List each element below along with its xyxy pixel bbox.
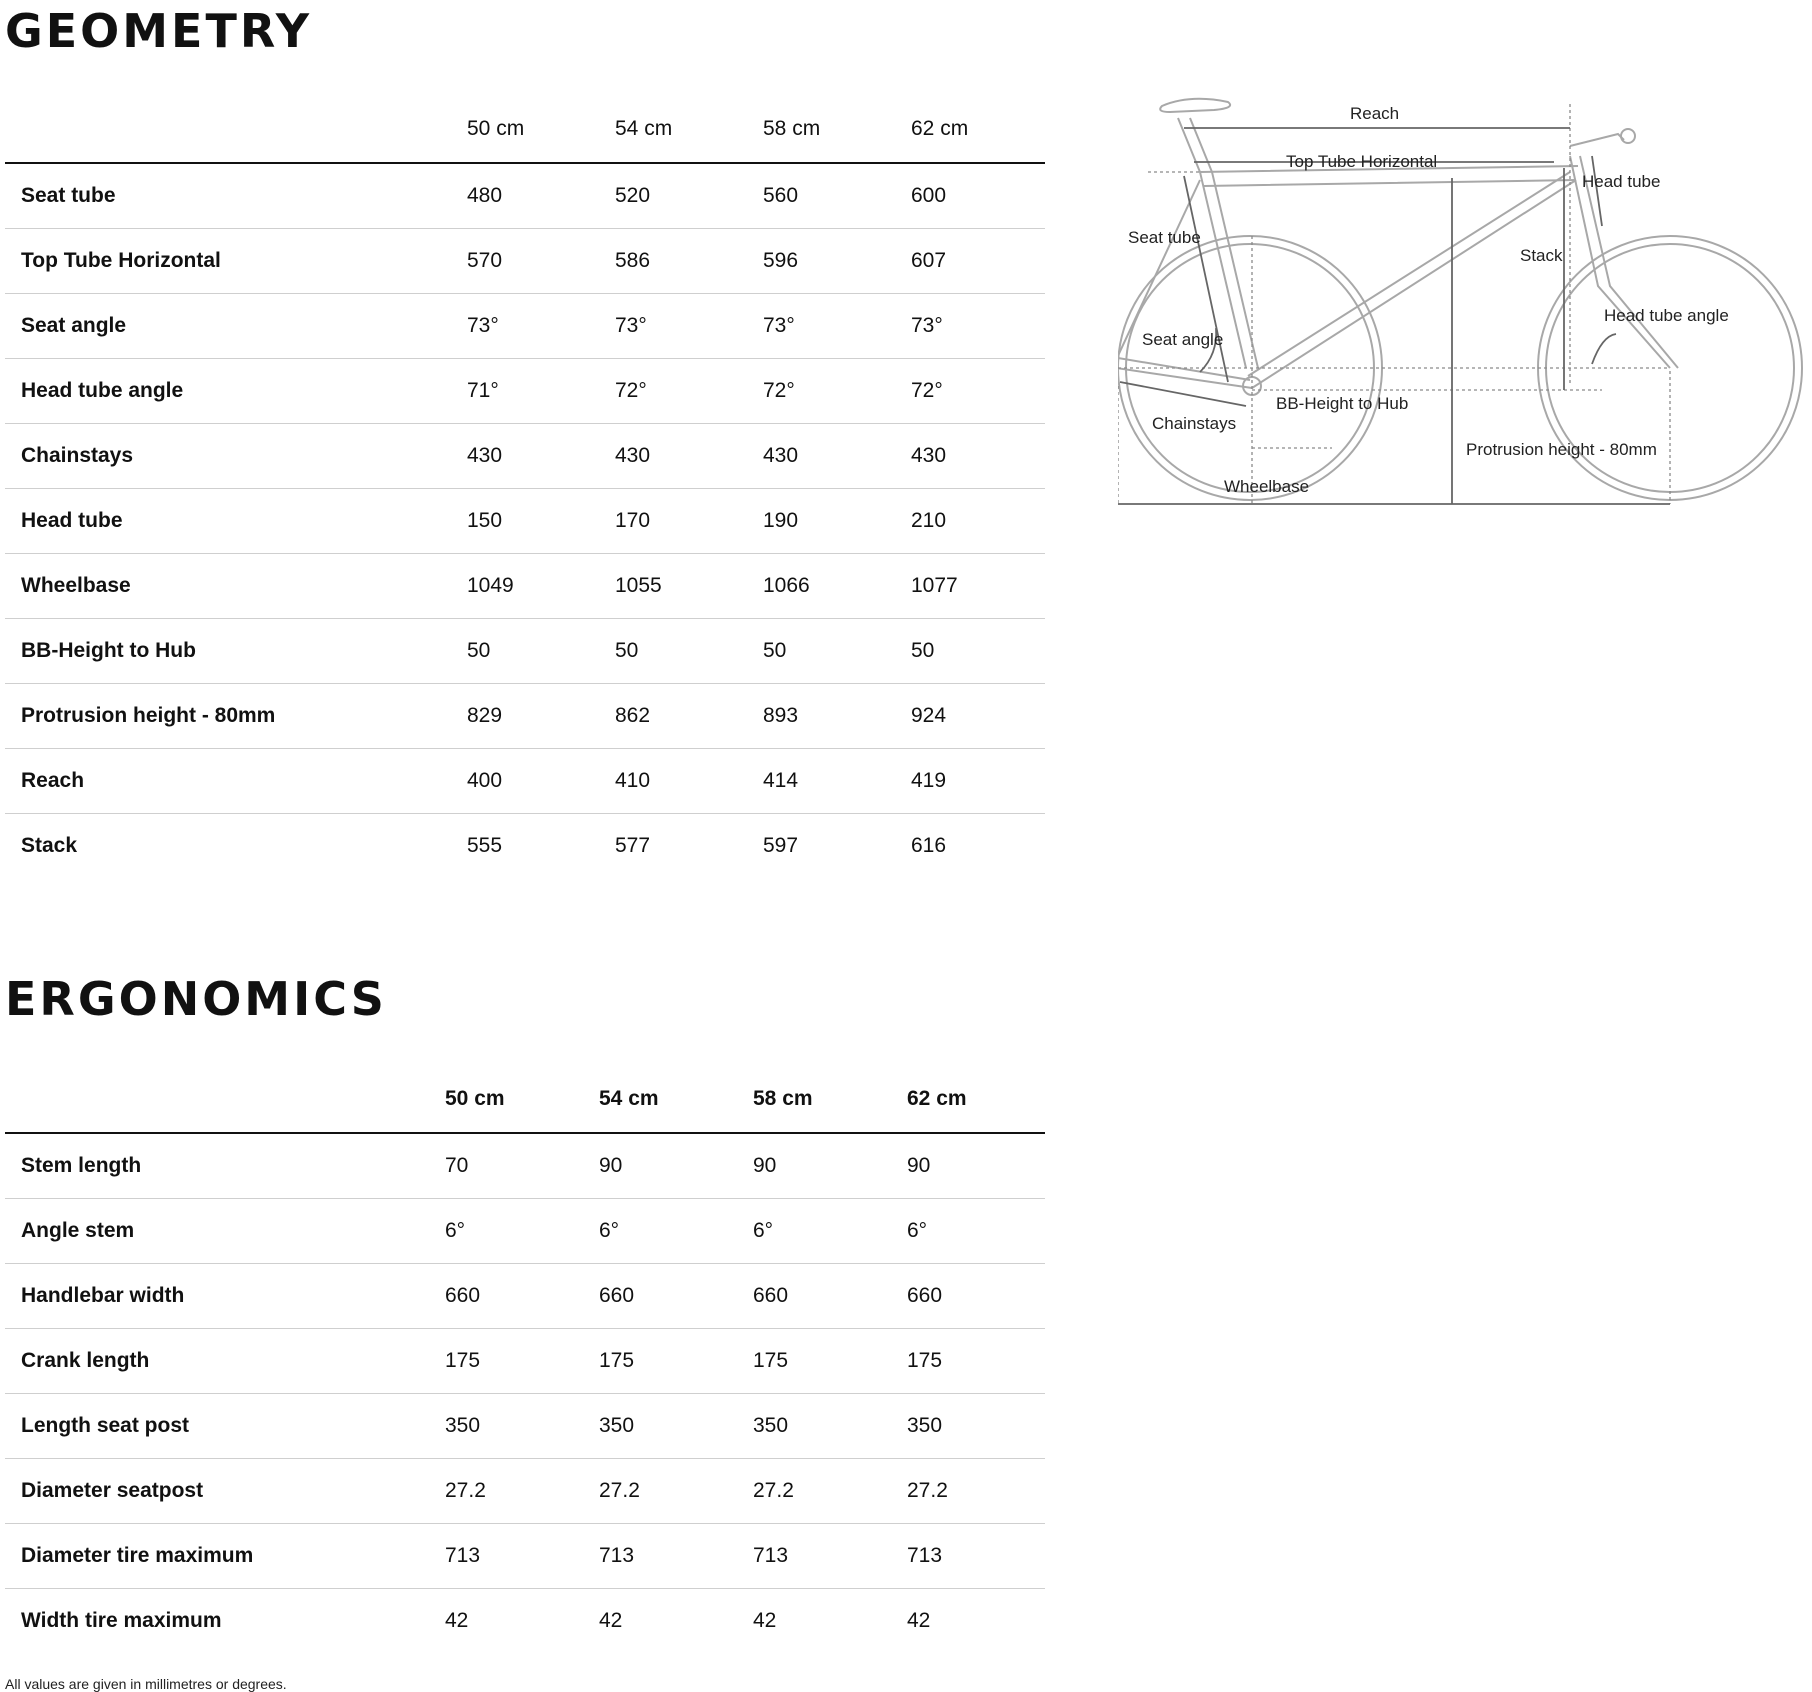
diagram-label-bb-height: BB-Height to Hub bbox=[1276, 394, 1409, 413]
table-row bbox=[5, 1394, 1045, 1459]
row-value: 430 bbox=[615, 424, 763, 489]
table-row bbox=[5, 619, 1045, 684]
row-value: 71° bbox=[467, 359, 615, 424]
down-tube-shape bbox=[1248, 172, 1576, 388]
row-value: 862 bbox=[615, 684, 763, 749]
table-row bbox=[5, 684, 1045, 749]
row-value: 190 bbox=[763, 489, 911, 554]
row-value: 73° bbox=[763, 294, 911, 359]
row-value: 660 bbox=[753, 1264, 907, 1329]
row-value: 73° bbox=[911, 294, 1045, 359]
ergonomics-header-row bbox=[5, 1066, 1045, 1133]
chainstay-shape bbox=[1118, 358, 1252, 388]
row-label: Seat tube bbox=[5, 163, 467, 229]
ergonomics-table-body bbox=[5, 1133, 1045, 1653]
row-label: Head tube bbox=[5, 489, 467, 554]
row-value: 27.2 bbox=[753, 1459, 907, 1524]
table-row bbox=[5, 1264, 1045, 1329]
diagram-label-stack: Stack bbox=[1520, 246, 1563, 265]
row-value: 27.2 bbox=[445, 1459, 599, 1524]
row-label: Diameter tire maximum bbox=[5, 1524, 445, 1589]
row-value: 72° bbox=[763, 359, 911, 424]
table-row bbox=[5, 359, 1045, 424]
row-value: 1066 bbox=[763, 554, 911, 619]
diagram-label-seat-tube: Seat tube bbox=[1128, 228, 1201, 247]
row-value: 175 bbox=[445, 1329, 599, 1394]
row-value: 596 bbox=[763, 229, 911, 294]
geometry-size-header: 50 cm bbox=[467, 96, 615, 163]
row-label: Reach bbox=[5, 749, 467, 814]
row-value: 660 bbox=[599, 1264, 753, 1329]
row-value: 713 bbox=[753, 1524, 907, 1589]
row-value: 73° bbox=[467, 294, 615, 359]
diagram-label-head-tube-angle: Head tube angle bbox=[1604, 306, 1729, 325]
table-row bbox=[5, 489, 1045, 554]
row-value: 350 bbox=[907, 1394, 1045, 1459]
row-value: 555 bbox=[467, 834, 503, 857]
handlebar-shape bbox=[1570, 134, 1624, 146]
table-row bbox=[5, 1524, 1045, 1589]
row-label: Seat angle bbox=[5, 294, 467, 359]
row-label: Wheelbase bbox=[5, 554, 467, 619]
row-value: 90 bbox=[907, 1133, 1045, 1199]
row-value: 6° bbox=[907, 1199, 1045, 1264]
row-value: 713 bbox=[599, 1524, 753, 1589]
row-value: 597 bbox=[763, 834, 799, 857]
row-label: Stack bbox=[21, 834, 78, 857]
table-row bbox=[5, 749, 1045, 814]
row-value: 1055 bbox=[615, 554, 763, 619]
row-value: 42 bbox=[599, 1609, 623, 1632]
row-value: 430 bbox=[467, 424, 615, 489]
ergonomics-size-header: 54 cm bbox=[599, 1066, 753, 1133]
geometry-table bbox=[5, 96, 1045, 878]
table-row bbox=[5, 1329, 1045, 1394]
table-row bbox=[5, 1459, 1045, 1524]
row-value: 570 bbox=[467, 229, 615, 294]
row-value: 50 bbox=[763, 619, 911, 684]
row-value: 713 bbox=[907, 1524, 1045, 1589]
row-value: 350 bbox=[599, 1394, 753, 1459]
row-value: 90 bbox=[753, 1133, 907, 1199]
row-value: 42 bbox=[907, 1609, 931, 1632]
row-value: 430 bbox=[911, 424, 1045, 489]
row-value: 430 bbox=[763, 424, 911, 489]
units-footnote: All values are given in millimetres or degrees. bbox=[5, 1676, 287, 1692]
row-value: 90 bbox=[599, 1133, 753, 1199]
row-label: Head tube angle bbox=[5, 359, 467, 424]
row-value: 42 bbox=[445, 1609, 469, 1632]
row-value: 150 bbox=[467, 489, 615, 554]
ergonomics-size-header: 50 cm bbox=[445, 1066, 599, 1133]
row-value: 924 bbox=[911, 684, 1045, 749]
row-value: 72° bbox=[911, 359, 1045, 424]
row-label: Stem length bbox=[5, 1133, 445, 1199]
geometry-title: GEOMETRY bbox=[5, 4, 313, 58]
row-value: 829 bbox=[467, 684, 615, 749]
row-value: 210 bbox=[911, 489, 1045, 554]
row-value: 893 bbox=[763, 684, 911, 749]
diagram-label-top-tube: Top Tube Horizontal bbox=[1286, 152, 1438, 171]
stem-clamp bbox=[1621, 129, 1635, 143]
ergonomics-size-header: 62 cm bbox=[907, 1066, 1045, 1133]
row-value: 660 bbox=[907, 1264, 1045, 1329]
table-row bbox=[5, 1199, 1045, 1264]
row-value: 1049 bbox=[467, 554, 615, 619]
row-value: 6° bbox=[445, 1199, 599, 1264]
row-value: 50 bbox=[911, 619, 1045, 684]
row-value: 350 bbox=[753, 1394, 907, 1459]
row-value: 577 bbox=[615, 834, 651, 857]
row-value: 6° bbox=[753, 1199, 907, 1264]
diagram-label-wheelbase: Wheelbase bbox=[1224, 477, 1310, 496]
row-label: BB-Height to Hub bbox=[5, 619, 467, 684]
geometry-table-body bbox=[5, 163, 1045, 878]
table-row bbox=[5, 1589, 1045, 1654]
row-value: 410 bbox=[615, 749, 763, 814]
row-value: 175 bbox=[599, 1329, 753, 1394]
row-value: 72° bbox=[615, 359, 763, 424]
row-value: 70 bbox=[445, 1133, 599, 1199]
row-value: 713 bbox=[445, 1524, 599, 1589]
row-value: 520 bbox=[615, 163, 763, 229]
row-label: Chainstays bbox=[5, 424, 467, 489]
geometry-header-blank bbox=[5, 96, 467, 163]
diagram-label-seat-angle: Seat angle bbox=[1142, 330, 1224, 349]
seat-tube-arrow bbox=[1184, 176, 1228, 382]
row-label: Angle stem bbox=[5, 1199, 445, 1264]
diagram-label-reach: Reach bbox=[1350, 104, 1400, 123]
row-value: 560 bbox=[763, 163, 911, 229]
row-label: Handlebar width bbox=[5, 1264, 445, 1329]
bike-geometry-diagram bbox=[1118, 96, 1808, 516]
ergonomics-title: ERGONOMICS bbox=[5, 972, 387, 1026]
row-label: Top Tube Horizontal bbox=[5, 229, 467, 294]
row-value: 50 bbox=[467, 619, 615, 684]
row-label: Protrusion height - 80mm bbox=[5, 684, 467, 749]
diagram-label-protrusion: Protrusion height - 80mm bbox=[1466, 440, 1657, 459]
table-row bbox=[5, 229, 1045, 294]
diagram-label-head-tube: Head tube bbox=[1582, 172, 1661, 191]
row-value: 175 bbox=[753, 1329, 907, 1394]
ergonomics-table bbox=[5, 1066, 1045, 1653]
row-value: 586 bbox=[615, 229, 763, 294]
row-value: 42 bbox=[753, 1609, 777, 1632]
chainstay-arrow bbox=[1120, 382, 1246, 406]
row-label: Crank length bbox=[5, 1329, 445, 1394]
row-value: 414 bbox=[763, 749, 911, 814]
row-value: 175 bbox=[907, 1329, 1045, 1394]
row-label: Length seat post bbox=[5, 1394, 445, 1459]
row-value: 607 bbox=[911, 229, 1045, 294]
row-value: 350 bbox=[445, 1394, 599, 1459]
geometry-size-header: 62 cm bbox=[911, 96, 1045, 163]
row-value: 419 bbox=[911, 749, 1045, 814]
ergonomics-size-header: 58 cm bbox=[753, 1066, 907, 1133]
diagram-label-chainstays: Chainstays bbox=[1152, 414, 1237, 433]
head-angle-arrow bbox=[1592, 334, 1616, 364]
row-value: 400 bbox=[467, 749, 615, 814]
table-row bbox=[5, 554, 1045, 619]
row-value: 6° bbox=[599, 1199, 753, 1264]
geometry-size-header: 54 cm bbox=[615, 96, 763, 163]
row-value: 73° bbox=[615, 294, 763, 359]
table-row bbox=[5, 294, 1045, 359]
row-value: 170 bbox=[615, 489, 763, 554]
row-value: 50 bbox=[615, 619, 763, 684]
geometry-header-row bbox=[5, 96, 1045, 163]
row-value: 660 bbox=[445, 1264, 599, 1329]
row-value: 27.2 bbox=[599, 1459, 753, 1524]
table-row bbox=[5, 814, 1045, 879]
geometry-size-header: 58 cm bbox=[763, 96, 911, 163]
row-value: 27.2 bbox=[907, 1459, 1045, 1524]
table-row bbox=[5, 424, 1045, 489]
table-row bbox=[5, 1133, 1045, 1199]
row-value: 1077 bbox=[911, 554, 1045, 619]
saddle-shape bbox=[1160, 99, 1230, 112]
row-label: Width tire maximum bbox=[21, 1609, 222, 1632]
row-value: 616 bbox=[911, 834, 947, 857]
row-label: Diameter seatpost bbox=[5, 1459, 445, 1524]
row-value: 600 bbox=[911, 163, 1045, 229]
ergonomics-header-blank bbox=[5, 1066, 445, 1133]
row-value: 480 bbox=[467, 163, 615, 229]
table-row bbox=[5, 163, 1045, 229]
